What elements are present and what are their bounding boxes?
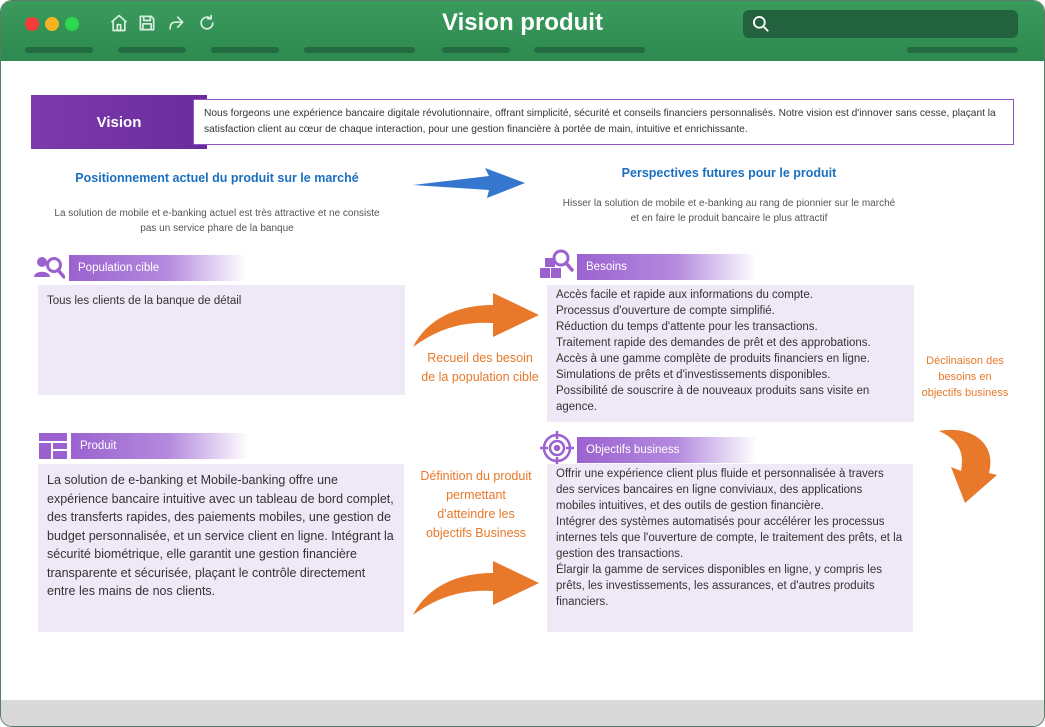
tab-placeholder-3[interactable] <box>211 47 279 53</box>
vision-label: Vision <box>31 95 207 149</box>
tab-placeholder-4[interactable] <box>304 47 415 53</box>
besoins-item: Accès facile et rapide aux informations du compte. <box>556 289 813 301</box>
tab-placeholder-6[interactable] <box>534 47 645 53</box>
current-position-heading: Positionnement actuel du produit sur le marché <box>75 171 359 185</box>
objectif-item: Offrir une expérience client plus fluide et personnalisée à travers des services bancaires en ligne conviviaux, des applications mobiles intuitives, et des outils de gestion financière. <box>556 468 884 512</box>
besoins-item: Processus d'ouverture de compte simplifié. <box>556 305 775 317</box>
objectifs-business-pill: Objectifs business <box>577 437 757 463</box>
curved-arrow-icon <box>409 557 541 617</box>
tab-placeholder-7[interactable] <box>907 47 1018 53</box>
besoins-card <box>547 285 914 422</box>
definition-produit-label: Définition du produit permettant d'atteindre les objectifs Business <box>420 469 532 540</box>
boxes-search-icon <box>538 248 574 282</box>
page-title: Vision produit <box>442 9 603 36</box>
search-icon <box>751 14 771 34</box>
besoins-pill: Besoins <box>577 254 757 280</box>
title-bar <box>1 1 1044 61</box>
objectif-item: Élargir la gamme de services disponibles en ligne, y compris les prêts, les investissements, les assurances, et d'autres produits financiers. <box>556 564 882 608</box>
users-search-icon <box>33 253 65 283</box>
produit-pill: Produit <box>71 433 249 459</box>
tab-placeholder-5[interactable] <box>442 47 510 53</box>
besoins-item: Traitement rapide des demandes de prêt et des approbations. <box>556 337 871 349</box>
declinaison-objectifs-label: Déclinaison des besoins en objectifs business <box>921 355 1009 399</box>
current-position-text: La solution de mobile et e-banking actuel est très attractive et ne consiste pas un service phare de la banque <box>54 208 380 234</box>
target-icon <box>540 431 574 465</box>
vision-text: Nous forgeons une expérience bancaire digitale révolutionnaire, offrant simplicité, sécurité et conseils financiers personnalisés. Notre vision est d'innover sans cesse, plaçant la satisfaction client au cœur de chaque interaction, pour une gestion financière à portée de main, intuitive et enrichissante. <box>193 99 1014 145</box>
curved-arrow-icon <box>935 425 999 505</box>
population-cible-pill: Population cible <box>69 255 247 281</box>
tab-placeholder-1[interactable] <box>25 47 93 53</box>
besoins-item: Simulations de prêts et d'investissements disponibles. <box>556 369 831 381</box>
produit-card: La solution de e-banking et Mobile-banking offre une expérience bancaire intuitive avec un tableau de bord complet, des transferts rapides, des paiements mobiles, une gestion de budget personnalisée, et un service client en ligne. Intégrant la sécurité biométrique, elle garantit une gestion financière transparente et sécurisée, plaçant le contrôle directement entre les mains de nos clients. <box>38 464 404 632</box>
objectifs-business-card <box>547 464 913 632</box>
future-perspectives-heading: Perspectives futures pour le produit <box>621 166 837 180</box>
blue-arrow-icon <box>411 167 527 199</box>
curved-arrow-icon <box>409 289 541 349</box>
objectif-item: Intégrer des systèmes automatisés pour accélérer les processus internes tels que l'ouverture de compte, le traitement des prêts, et la gestion des transactions. <box>556 516 903 560</box>
grid-icon <box>39 433 67 459</box>
population-cible-card: Tous les clients de la banque de détail <box>38 285 405 395</box>
status-bar <box>1 700 1044 726</box>
search-input[interactable] <box>743 10 1018 38</box>
tab-placeholder-2[interactable] <box>118 47 186 53</box>
besoins-item: Accès à une gamme complète de produits financiers en ligne. <box>556 353 870 365</box>
besoins-item: Réduction du temps d'attente pour les transactions. <box>556 321 818 333</box>
recueil-besoins-label: Recueil des besoin de la population cible <box>421 351 539 384</box>
besoins-item: Possibilité de souscrire à de nouveaux produits sans visite en agence. <box>556 385 870 413</box>
future-perspectives-text: Hisser la solution de mobile et e-banking au rang de pionnier sur le marché et en faire le produit bancaire le plus attractif <box>562 198 896 224</box>
